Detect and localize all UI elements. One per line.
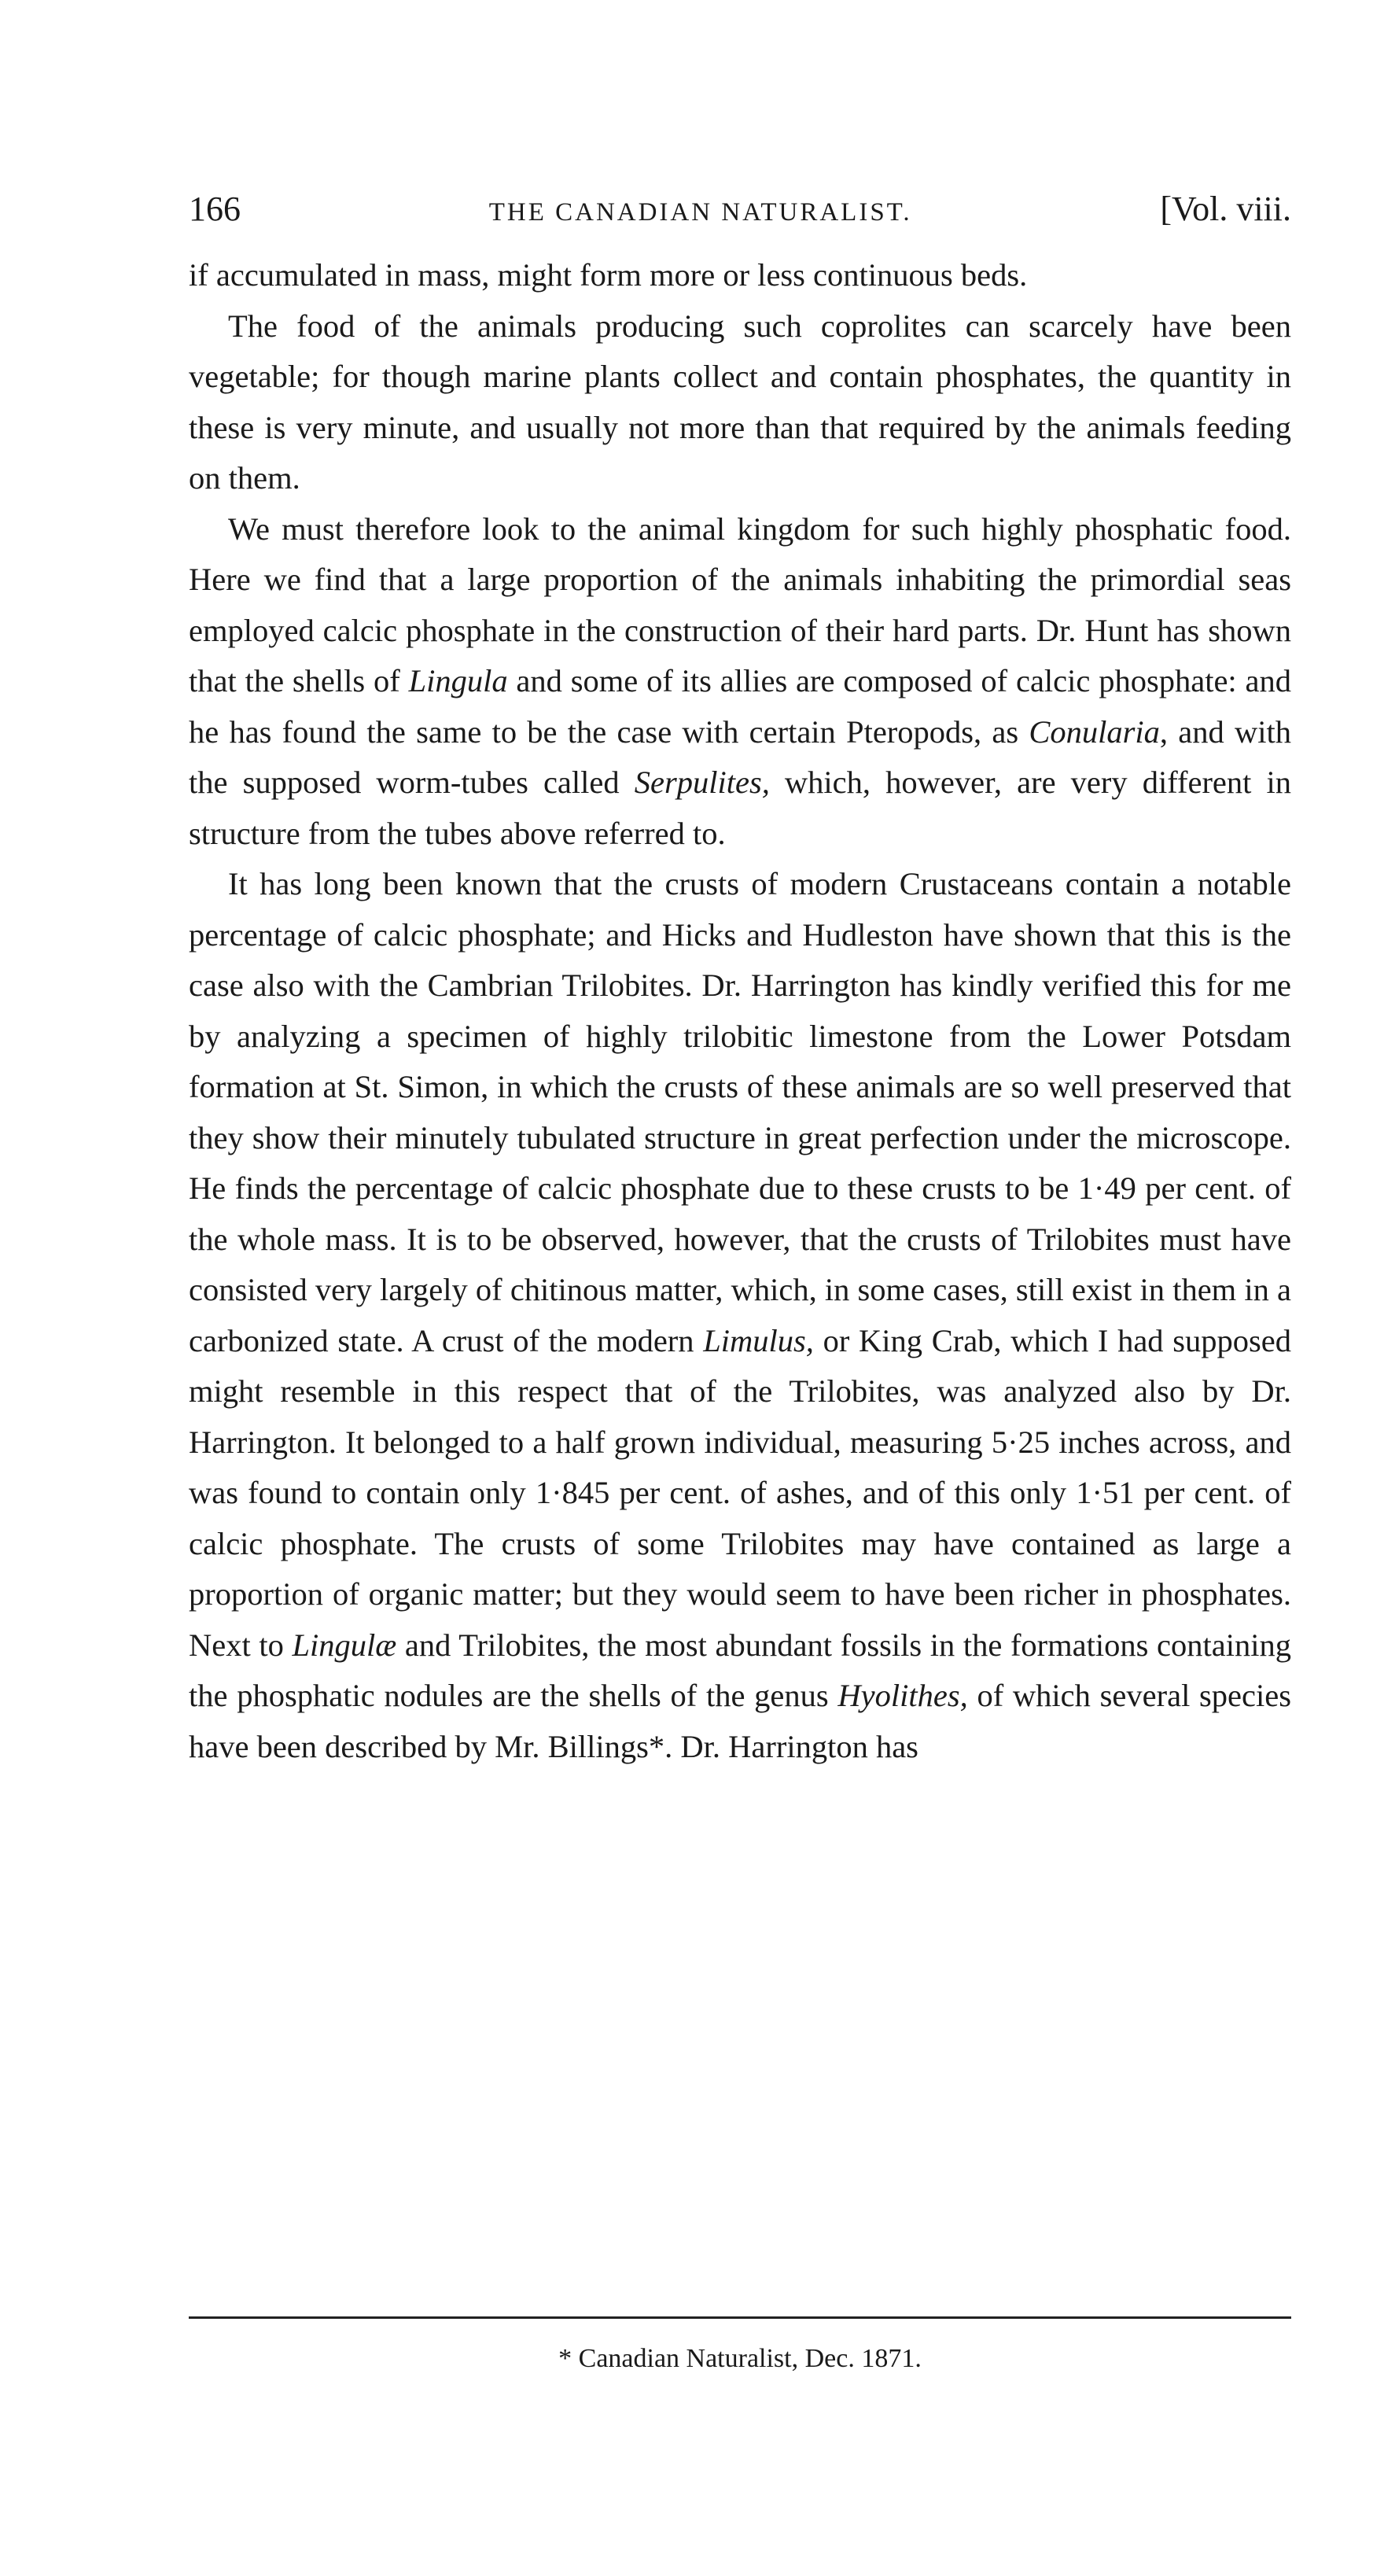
paragraph-4-text-1: It has long been known that the crusts of modern Crustaceans contain a notable percentage of calcic phosphate; and Hicks and Hudleston have shown that this is the case also with the Cambrian Trilobites. Dr. Harrington has kindly verified this for me by analyzing a specimen of highly trilobitic limestone from the Lower Potsdam formation at St. Simon, in which the crusts of these animals are so well preserved that they show their minutely tubulated structure in great perfection under the microscope. He finds the percentage of calcic phosphate due to these crusts to be 1·49 per cent. of the whole mass. It is to be observed, however, that the crusts of Trilobites must have consisted very largely of chitinous matter, which, in some cases, still exist in them in a carbonized state. A crust of the modern xyxy=(189,866,1291,1358)
taxon-hyolithes: Hyolithes, xyxy=(837,1678,968,1713)
paragraph-4-text-4: of which several species have been described by Mr. Billings*. Dr. Harrington has xyxy=(189,1678,1291,1764)
body-text xyxy=(189,250,1291,1772)
volume-label: [Vol. viii. xyxy=(1160,190,1291,228)
taxon-limulus: Limulus, xyxy=(703,1322,814,1358)
document-page xyxy=(189,189,1291,2373)
paragraph-3-text-2: and some of its allies are composed of calcic phosphate: and he has found the same to be the case with certain Pteropods, as xyxy=(189,663,1291,750)
footnote-rule xyxy=(189,2316,1291,2319)
paragraph-3-text-3: , and with the supposed worm-tubes called xyxy=(189,713,1291,800)
taxon-lingula: Lingula xyxy=(408,663,508,698)
paragraph-3 xyxy=(189,504,1291,860)
paragraph-4-text-3: and Trilobites, the most abundant fossils in the formations containing the phosphatic nodules are the shells of the genus xyxy=(189,1627,1291,1713)
paragraph-4 xyxy=(189,859,1291,1772)
taxon-lingulae: Lingulæ xyxy=(292,1627,397,1663)
paragraph-4-text-2: or King Crab, which I had supposed might resemble in this respect that of the Trilobites, was analyzed also by Dr. Harrington. It belonged to a half grown individual, measuring 5·25 inches across, and was found to contain only 1·845 per cent. of ashes, and of this only 1·51 per cent. of calcic phosphate. The crusts of some Trilobites may have contained as large a proportion of organic matter; but they would seem to have been richer in phosphates. Next to xyxy=(189,1322,1291,1663)
paragraph-2: The food of the animals producing such coprolites can scarcely have been vegetable; for though marine plants collect and contain phosphates, the quantity in these is very minute, and usually not more than that required by the animals feeding on them. xyxy=(189,308,1291,496)
taxon-conularia: Conularia xyxy=(1029,713,1160,750)
paragraph-3-text-4: which, however, are very different in structure from the tubes above referred to. xyxy=(189,765,1291,851)
paragraph-3-text-1: We must therefore look to the animal kingdom for such highly phosphatic food. Here we find that a large proportion of the animals inhabiting the primordial seas employed calcic phosphate in the construction of their hard parts. Dr. Hunt has shown that the shells of xyxy=(189,510,1291,698)
page-header xyxy=(189,189,1291,244)
footnote: * Canadian Naturalist, Dec. 1871. xyxy=(558,2344,922,2373)
page-number: 166 xyxy=(189,190,241,228)
running-title: THE CANADIAN NATURALIST. xyxy=(488,198,912,227)
paragraph-1: if accumulated in mass, might form more or less continuous beds. xyxy=(189,257,1028,293)
taxon-serpulites: Serpulites, xyxy=(634,765,770,800)
